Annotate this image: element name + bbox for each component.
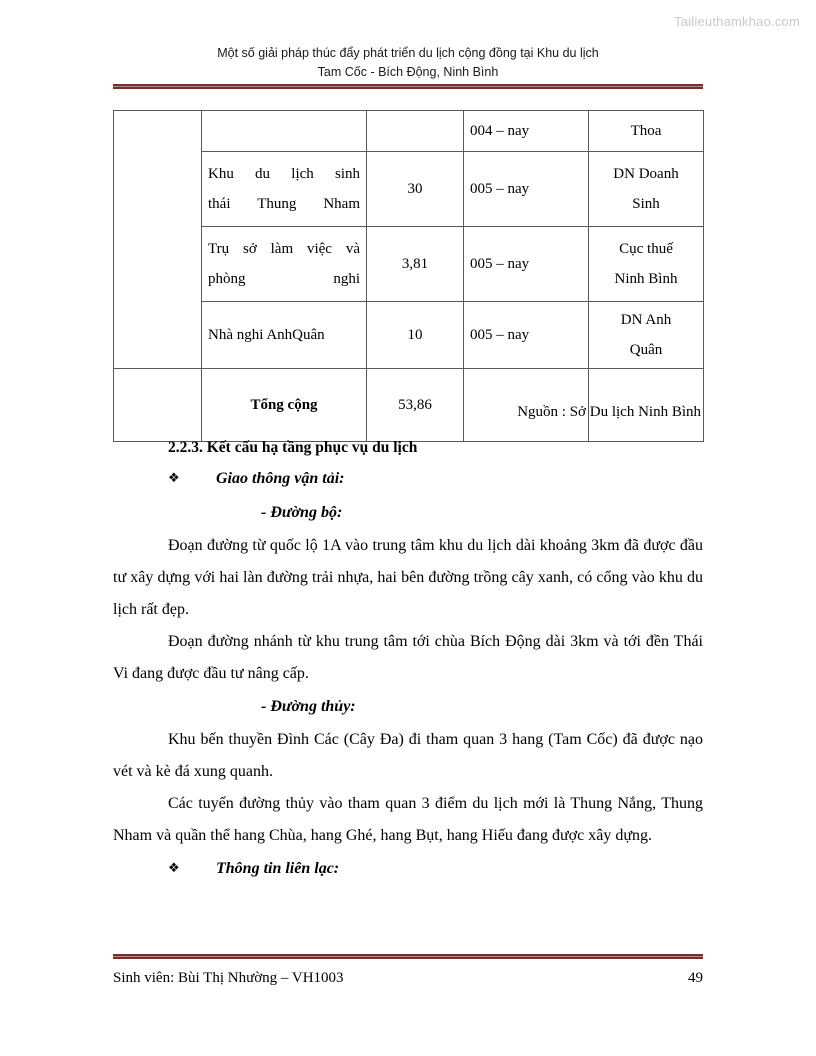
footer-author: Sinh viên: Bùi Thị Nhường – VH1003	[113, 970, 344, 986]
diamond-bullet-icon: ❖	[168, 471, 180, 486]
cell-owner-line-2: Quân	[629, 342, 663, 358]
cell-period: 004 – nay	[464, 111, 589, 152]
diamond-bullet-icon: ❖	[168, 861, 180, 876]
cell-project-name: Nhà nghi AnhQuân	[202, 302, 367, 369]
header-line-2: Tam Cốc - Bích Động, Ninh Bình	[317, 65, 499, 79]
paragraph-waterway-2: Các tuyến đường thủy vào tham quan 3 điểm du lịch mới là Thung Nắng, Thung Nham và quần thể hang Chùa, hang Ghé, hang Bụt, hang Hiếu đang được xây dựng.	[113, 795, 703, 844]
footer-page-number: 49	[688, 970, 703, 986]
section-heading: 2.2.3. Kết cấu hạ tầng phục vụ du lịch	[168, 439, 418, 456]
running-header	[113, 44, 703, 82]
paragraph-waterway-1: Khu bến thuyền Đình Các (Cây Đa) đi tham quan 3 hang (Tam Cốc) đã được nạo vét và kè đá xung quanh.	[113, 731, 703, 780]
cell-period: 005 – nay	[464, 227, 589, 302]
paragraph-road-2: Đoạn đường nhánh từ khu trung tâm tới chùa Bích Động dài 3km và tới đền Thái Vi đang được đầu tư nâng cấp.	[113, 633, 703, 682]
cell-owner	[589, 227, 704, 302]
subheading-waterway: - Đường thủy:	[261, 698, 356, 715]
cell-owner-line-1: Cục thuế	[619, 241, 673, 257]
header-line-1: Một số giải pháp thúc đẩy phát triển du lịch cộng đồng tại Khu du lịch	[217, 46, 599, 60]
bullet-item-communication-label: Thông tin liên lạc:	[216, 860, 340, 877]
cell-project-name-line-2: phòng nghi	[208, 271, 360, 287]
cell-owner-line-2: Ninh Bình	[614, 271, 678, 287]
cell-project-name-line-1: Khu du lịch sinh	[208, 166, 360, 182]
cell-total-value: 53,86	[367, 369, 464, 442]
bullet-item-transport	[113, 462, 703, 496]
cell-project-name	[202, 111, 367, 152]
cell-owner-line-1: DN Doanh	[613, 166, 679, 182]
cell-total-label: Tổng cộng	[202, 369, 367, 442]
watermark-text: Tailieuthamkhao.com	[674, 14, 800, 29]
cell-project-name-line-1: Trụ sở làm việc và	[208, 241, 360, 257]
cell-project-name	[202, 227, 367, 302]
header-divider-rule	[113, 84, 703, 89]
subheading-road: - Đường bộ:	[261, 504, 343, 521]
cell-project-name-line-2: thái Thung Nham	[208, 196, 360, 212]
cell-period: 005 – nay	[464, 302, 589, 369]
bullet-item-communication	[113, 852, 703, 886]
body-content	[113, 434, 703, 886]
tourism-projects-table-wrapper	[113, 110, 703, 442]
table-row	[114, 111, 704, 152]
paragraph-road-1: Đoạn đường từ quốc lộ 1A vào trung tâm khu du lịch dài khoảng 3km đã được đầu tư xây dựng với hai làn đường trải nhựa, hai bên đường trồng cây xanh, có cổng vào khu du lịch rất đẹp.	[113, 537, 703, 618]
cell-area: 30	[367, 152, 464, 227]
footer-divider-rule	[113, 954, 703, 959]
table-source-note: Nguồn : Sở Du lịch Ninh Bình	[517, 404, 701, 420]
cell-owner-line-2: Sinh	[632, 196, 660, 212]
cell-owner	[589, 152, 704, 227]
cell-owner-line-1: DN Anh	[620, 312, 672, 328]
cell-owner	[589, 302, 704, 369]
cell-area	[367, 111, 464, 152]
cell-area: 10	[367, 302, 464, 369]
page-footer	[113, 970, 703, 987]
table-row	[114, 152, 704, 227]
cell-area: 3,81	[367, 227, 464, 302]
tourism-projects-table	[113, 110, 704, 442]
table-row	[114, 302, 704, 369]
cell-group-label	[114, 111, 202, 369]
cell-project-name	[202, 152, 367, 227]
cell-owner: Thoa	[589, 111, 704, 152]
cell-period: 005 – nay	[464, 152, 589, 227]
bullet-item-transport-label: Giao thông vận tải:	[216, 470, 345, 487]
table-row	[114, 227, 704, 302]
